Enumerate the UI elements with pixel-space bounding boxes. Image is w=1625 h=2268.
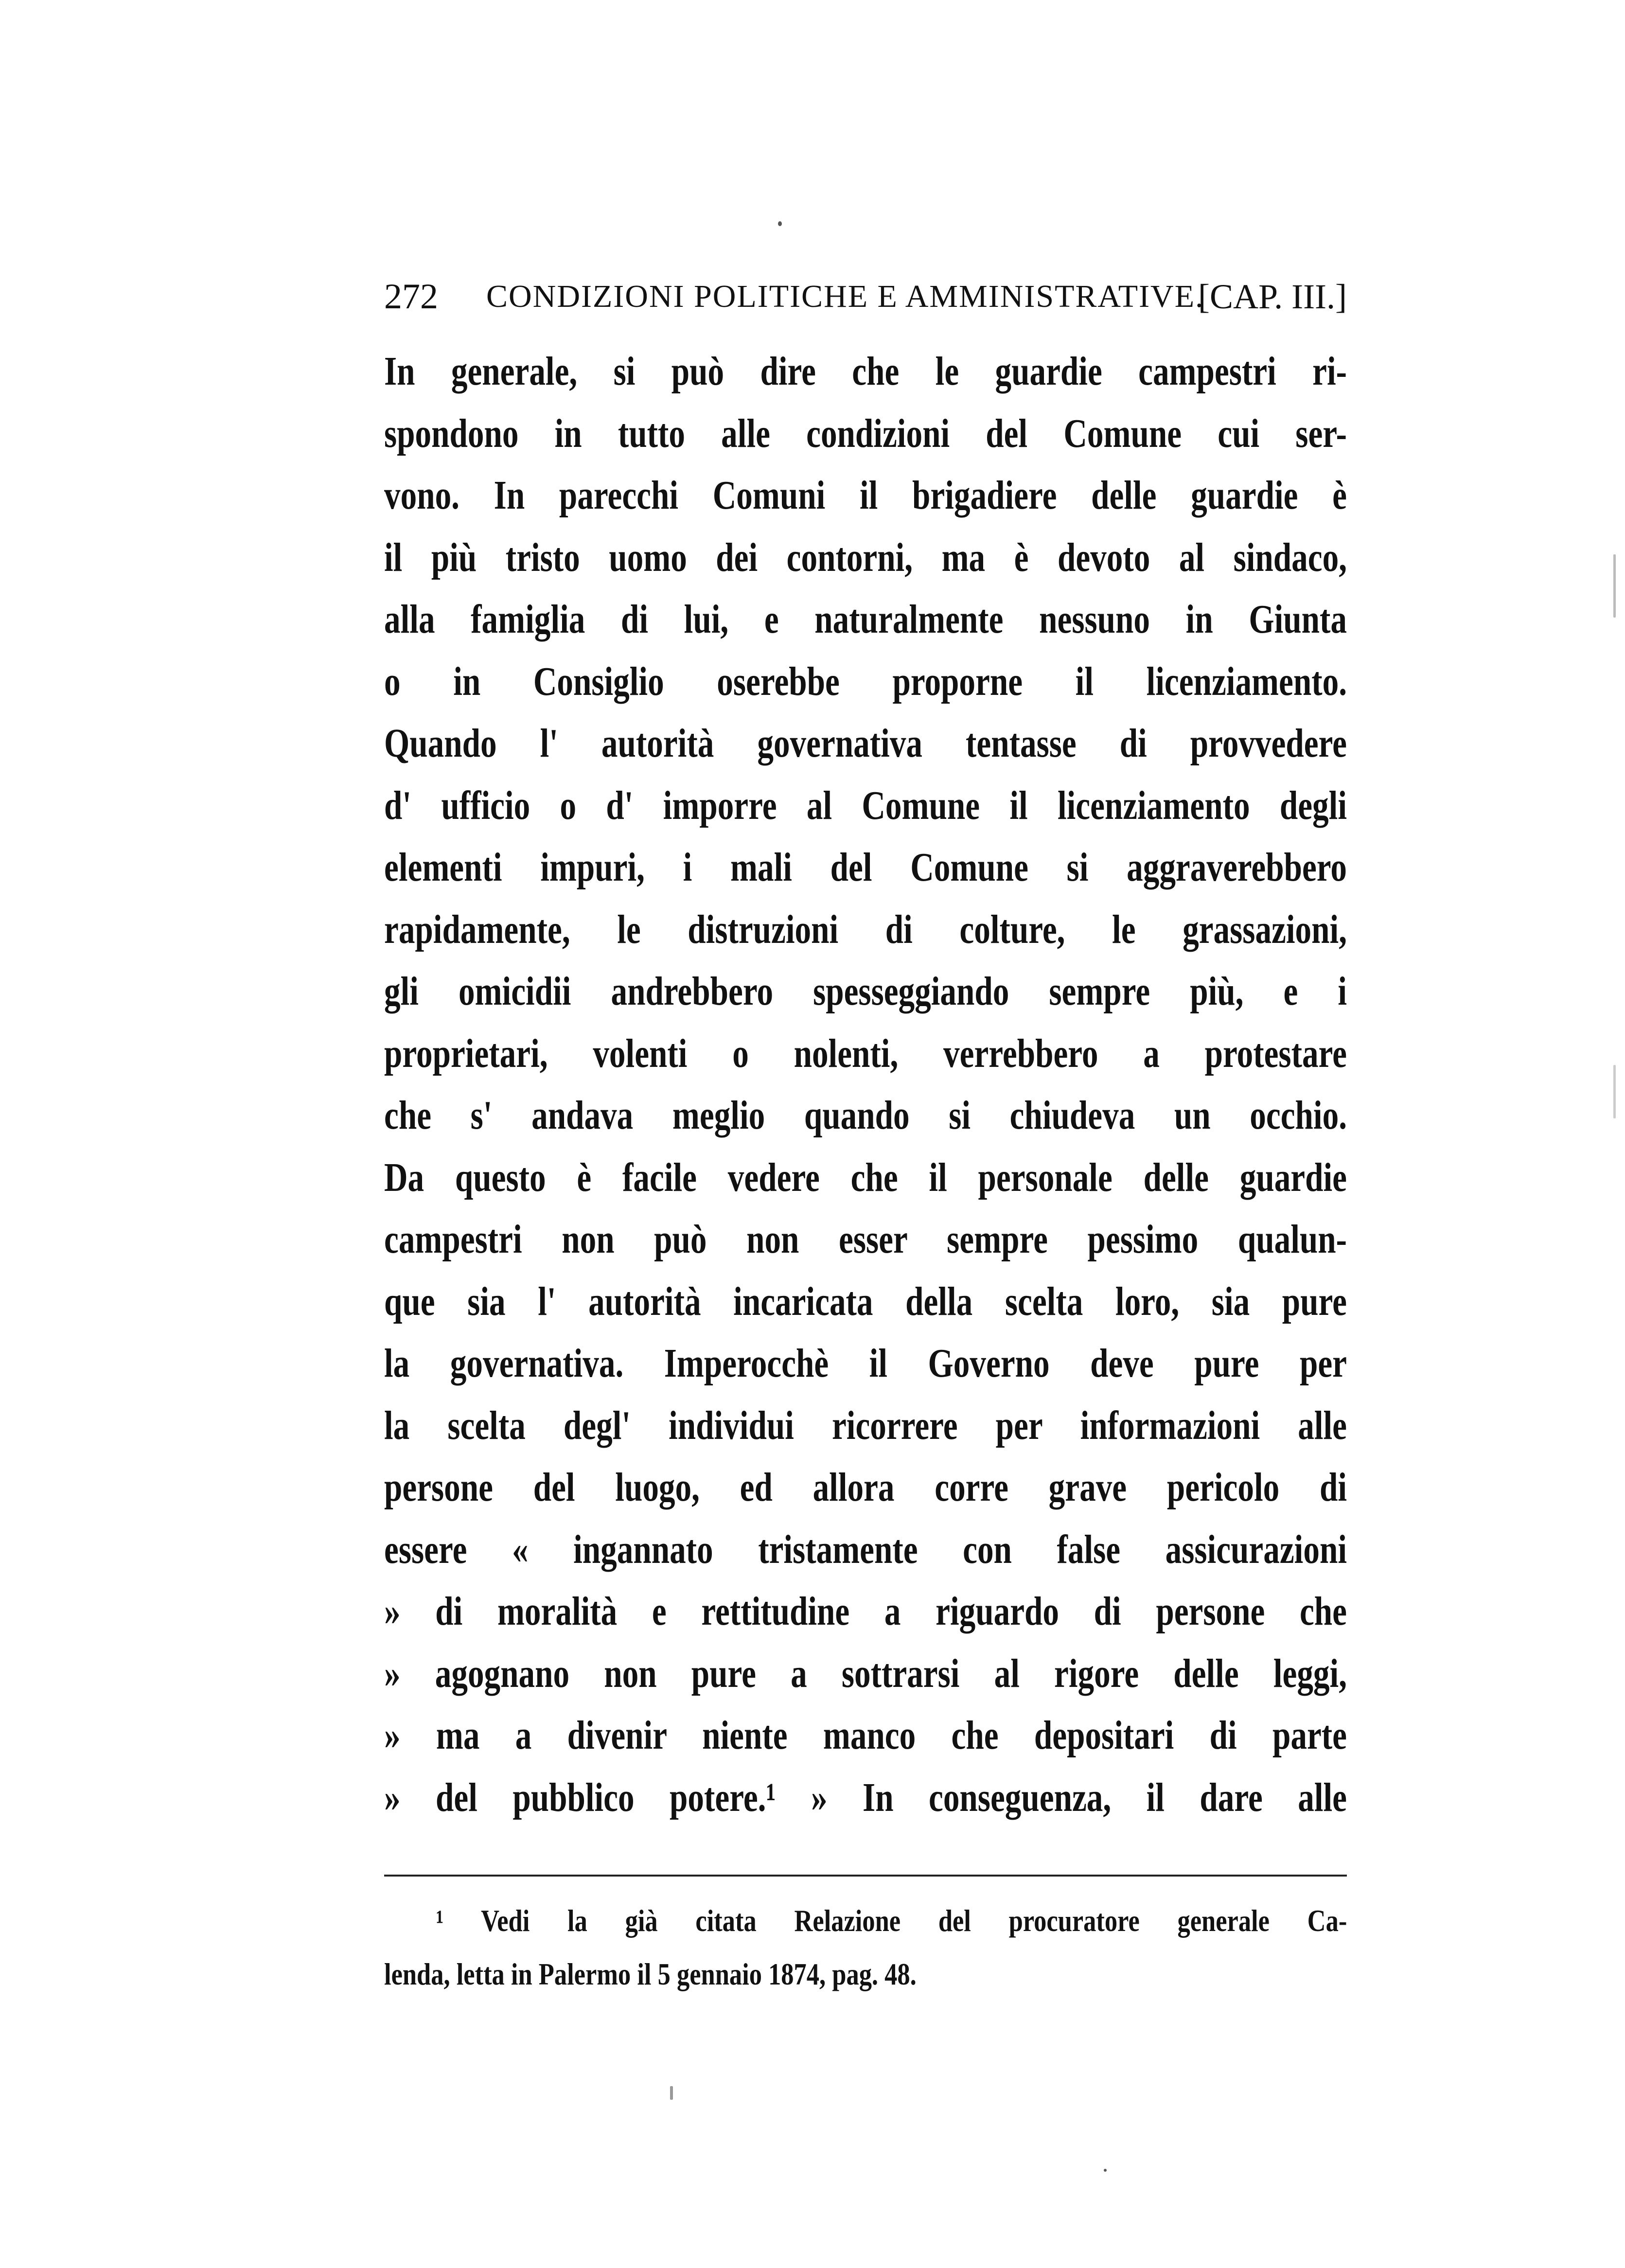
paper-speck bbox=[1613, 1065, 1616, 1118]
text-line: In generale, si può dire che le guardie campestri ri- bbox=[384, 349, 1347, 394]
text-line: » ma a divenir niente manco che depositari di parte bbox=[384, 1713, 1347, 1758]
text-line: o in Consiglio oserebbe proporne il licenziamento. bbox=[384, 658, 1347, 704]
text-line: persone del luogo, ed allora corre grave pericolo di bbox=[384, 1465, 1347, 1510]
text-line: Quando l' autorità governativa tentasse di provvedere bbox=[384, 721, 1347, 766]
text-line: che s' andava meglio quando si chiudeva un occhio. bbox=[384, 1093, 1347, 1138]
text-line: spondono in tutto alle condizioni del Comune cui ser- bbox=[384, 410, 1347, 456]
paper-speck bbox=[670, 2086, 673, 2100]
text-line: » agognano non pure a sottrarsi al rigore delle leggi, bbox=[384, 1650, 1347, 1696]
text-line: vono. In parecchi Comuni il brigadiere delle guardie è bbox=[384, 473, 1347, 518]
paper-speck bbox=[1104, 2169, 1107, 2172]
text-line: Da questo è facile vedere che il personale delle guardie bbox=[384, 1154, 1347, 1200]
text-line: la scelta degl' individui ricorrere per informazioni alle bbox=[384, 1402, 1347, 1448]
text-line: il più tristo uomo dei contorni, ma è devoto al sindaco, bbox=[384, 534, 1347, 580]
text-line: la governativa. Imperocchè il Governo deve pure per bbox=[384, 1341, 1347, 1386]
footnote-line: ¹ Vedi la già citata Relazione del procuratore generale Ca- bbox=[436, 1903, 1347, 1938]
body-text bbox=[384, 340, 1347, 1828]
text-line: elementi impuri, i mali del Comune si aggraverebbero bbox=[384, 845, 1347, 890]
text-line: que sia l' autorità incaricata della scelta loro, sia pure bbox=[384, 1278, 1347, 1324]
text-line: rapidamente, le distruzioni di colture, le grassazioni, bbox=[384, 906, 1347, 952]
text-line: campestri non può non esser sempre pessimo qualun- bbox=[384, 1217, 1347, 1262]
text-line: alla famiglia di lui, e naturalmente nessuno in Giunta bbox=[384, 597, 1347, 642]
text-line: d' ufficio o d' imporre al Comune il licenziamento degli bbox=[384, 782, 1347, 828]
footnote-divider bbox=[384, 1875, 1347, 1877]
text-line: essere « ingannato tristamente con false assicurazioni bbox=[384, 1526, 1347, 1572]
paper-speck bbox=[778, 221, 782, 226]
text-line: » di moralità e rettitudine a riguardo di persone che bbox=[384, 1589, 1347, 1634]
page-number: 272 bbox=[384, 277, 438, 317]
page-header bbox=[384, 267, 1347, 326]
paper-speck bbox=[1613, 554, 1616, 618]
chapter-label: [CAP. III.] bbox=[1198, 277, 1347, 316]
text-line: gli omicidii andrebbero spesseggiando sempre più, e i bbox=[384, 969, 1347, 1014]
text-line: » del pubblico potere.¹ » In conseguenza, il dare alle bbox=[384, 1774, 1347, 1820]
text-line: proprietari, volenti o nolenti, verrebbero a protestare bbox=[384, 1030, 1347, 1076]
footnotes bbox=[384, 1894, 1347, 2001]
running-title: CONDIZIONI POLITICHE E AMMINISTRATIVE. bbox=[486, 279, 1204, 314]
footnote-line: lenda, letta in Palermo il 5 gennaio 1874, pag. 48. bbox=[384, 1957, 917, 1991]
